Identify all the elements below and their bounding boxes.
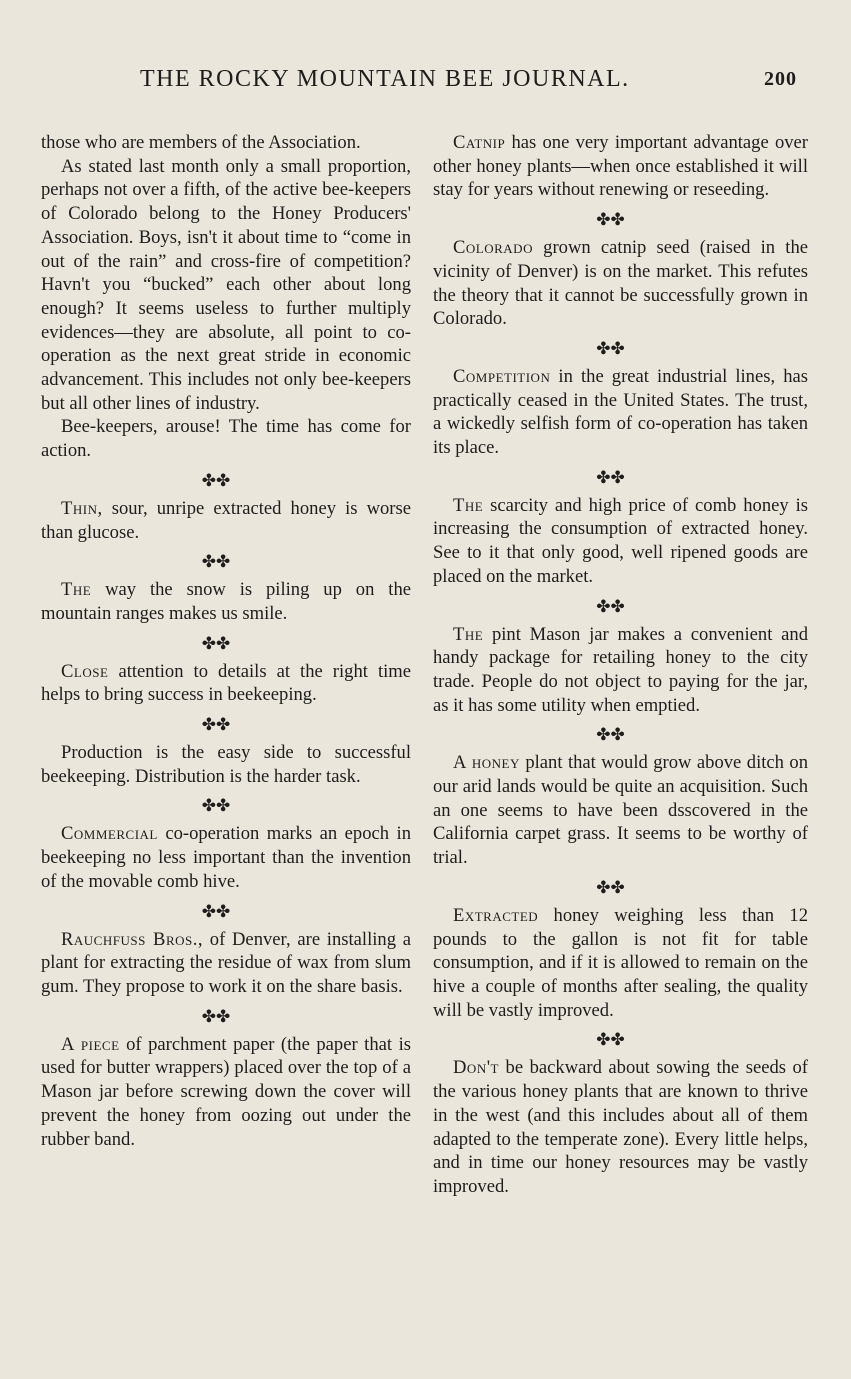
item-text: of Denver, are installing a plant for extracting the residue of wax from slum gum. They propose to work it on the share basis. bbox=[41, 928, 412, 997]
ornament-divider: ✤✤ bbox=[201, 633, 231, 653]
ornament-divider: ✤✤ bbox=[596, 596, 625, 616]
lead-word: Thin, bbox=[61, 497, 103, 519]
item-snow bbox=[41, 578, 411, 625]
item-text: plant that would grow above ditch on our arid lands would be quite an acquisition. Such an one seems to have been dsscovered in the California carpet grass. It seems to be worthy of trial. bbox=[433, 752, 808, 869]
ornament-divider: ✤✤ bbox=[201, 796, 231, 816]
ornament-divider: ✤✤ bbox=[201, 901, 231, 921]
item-text: of parchment paper (the paper that is used for butter wrappers) placed over the top of a Mason jar before screwing down the cover will prevent the honey from oozing out under the rubber band. bbox=[41, 1033, 411, 1150]
item-text: way the snow is piling up on the mountain ranges makes us smile. bbox=[41, 579, 411, 624]
paragraph-association-continued: those who are members of the Association. bbox=[41, 132, 361, 153]
lead-word: Colorado bbox=[453, 237, 533, 259]
ornament-divider: ✤✤ bbox=[201, 1006, 231, 1026]
page-number: 200 bbox=[764, 68, 797, 90]
item-honey-plant bbox=[433, 751, 808, 870]
running-header bbox=[0, 66, 851, 100]
item-text: honey weighing less than 12 pounds to the gallon is not fit for table consumption, and if it is allowed to remain on the hive a couple of months after sealing, the quality will be vastly improved. bbox=[433, 904, 808, 1021]
lead-word: The bbox=[453, 623, 484, 645]
lead-word: Rauchfuss Bros., bbox=[61, 928, 204, 950]
item-text: be backward about sowing the seeds of the various honey plants that are known to thrive in the west (and this includes about all of them adapted to the temperate zone). Every little helps, and in time our honey resources may be vastly improved. bbox=[433, 1057, 808, 1197]
lead-word: Extracted bbox=[453, 904, 539, 926]
lead-word: Don't bbox=[453, 1057, 499, 1079]
item-close-attention bbox=[41, 660, 411, 707]
lead-word: A piece bbox=[61, 1033, 120, 1055]
item-mason-jar bbox=[433, 623, 808, 718]
item-text: scarcity and high price of comb honey is increasing the consumption of extracted honey. See to it that only good, well ripened goods are placed on the market. bbox=[433, 494, 808, 587]
item-competition bbox=[433, 365, 808, 460]
item-text: attention to details at the right time helps to bring success in beekeeping. bbox=[41, 660, 411, 706]
lead-word: Close bbox=[61, 660, 109, 682]
item-text: sour, unripe extracted honey is worse than glucose. bbox=[41, 497, 411, 543]
ornament-divider: ✤✤ bbox=[201, 552, 231, 572]
lead-word: The bbox=[453, 494, 484, 516]
lead-word: The bbox=[61, 579, 92, 601]
item-thin-honey bbox=[41, 497, 411, 544]
ornament-divider: ✤✤ bbox=[596, 1030, 625, 1050]
item-catnip bbox=[433, 131, 808, 202]
ornament-divider: ✤✤ bbox=[596, 467, 625, 487]
ornament-divider: ✤✤ bbox=[596, 725, 625, 745]
journal-title: THE ROCKY MOUNTAIN BEE JOURNAL. bbox=[140, 66, 630, 92]
ornament-divider: ✤✤ bbox=[596, 338, 625, 358]
paragraph-arouse: Bee-keepers, arouse! The time has come for action. bbox=[41, 416, 411, 462]
item-text: pint Mason jar makes a convenient and handy package for retailing honey to the city trade. People do not object to paying for the jar, as it has some utility when emptied. bbox=[433, 623, 808, 716]
ornament-divider: ✤✤ bbox=[596, 877, 625, 897]
lead-word: Competition bbox=[453, 365, 551, 387]
item-colorado-catnip bbox=[433, 236, 808, 331]
item-text: has one very important advantage over other honey plants—when once established it will stay for years without renewing or reseeding. bbox=[433, 132, 808, 201]
lead-word: Commercial bbox=[61, 823, 158, 845]
item-parchment bbox=[41, 1033, 411, 1152]
lead-word: Catnip bbox=[453, 132, 506, 153]
item-rauchfuss bbox=[41, 928, 411, 999]
item-text: co-operation marks an epoch in beekeeping no less important than the invention of the movable comb hive. bbox=[41, 823, 411, 892]
ornament-divider: ✤✤ bbox=[201, 715, 231, 735]
item-text: grown catnip seed (raised in the vicinity of Denver) is on the market. This refutes the theory that it cannot be successfully grown in Colorado. bbox=[433, 237, 808, 330]
ornament-divider: ✤✤ bbox=[596, 210, 625, 230]
right-column bbox=[433, 131, 808, 1199]
lead-word: A honey bbox=[453, 752, 520, 774]
item-commercial bbox=[41, 822, 411, 893]
item-text: in the great industrial lines, has practically ceased in the United States. The trust, a wickedly selfish form of co-operation has taken its place. bbox=[433, 365, 808, 459]
paragraph-proportion: As stated last month only a small proportion, perhaps not over a fifth, of the active bee-keepers of Colorado belong to the Honey Producers' Association. Boys, isn't it about time to “come in out of the rain” and cross-fire of competition? Havn't you “bucked” each other about long enough? It seems useless to further multiply evidences—they are absolute, all point to co-operation as the next great stride in economic advancement. This includes not only bee-keepers but all other lines of industry. bbox=[41, 155, 411, 414]
ornament-divider: ✤✤ bbox=[201, 470, 231, 490]
item-scarcity bbox=[433, 494, 808, 589]
item-dont-be-backward bbox=[433, 1056, 808, 1198]
item-extracted bbox=[433, 904, 808, 1023]
item-production: Production is the easy side to successful beekeeping. Distribution is the harder task. bbox=[41, 742, 411, 787]
left-column bbox=[41, 131, 411, 1151]
